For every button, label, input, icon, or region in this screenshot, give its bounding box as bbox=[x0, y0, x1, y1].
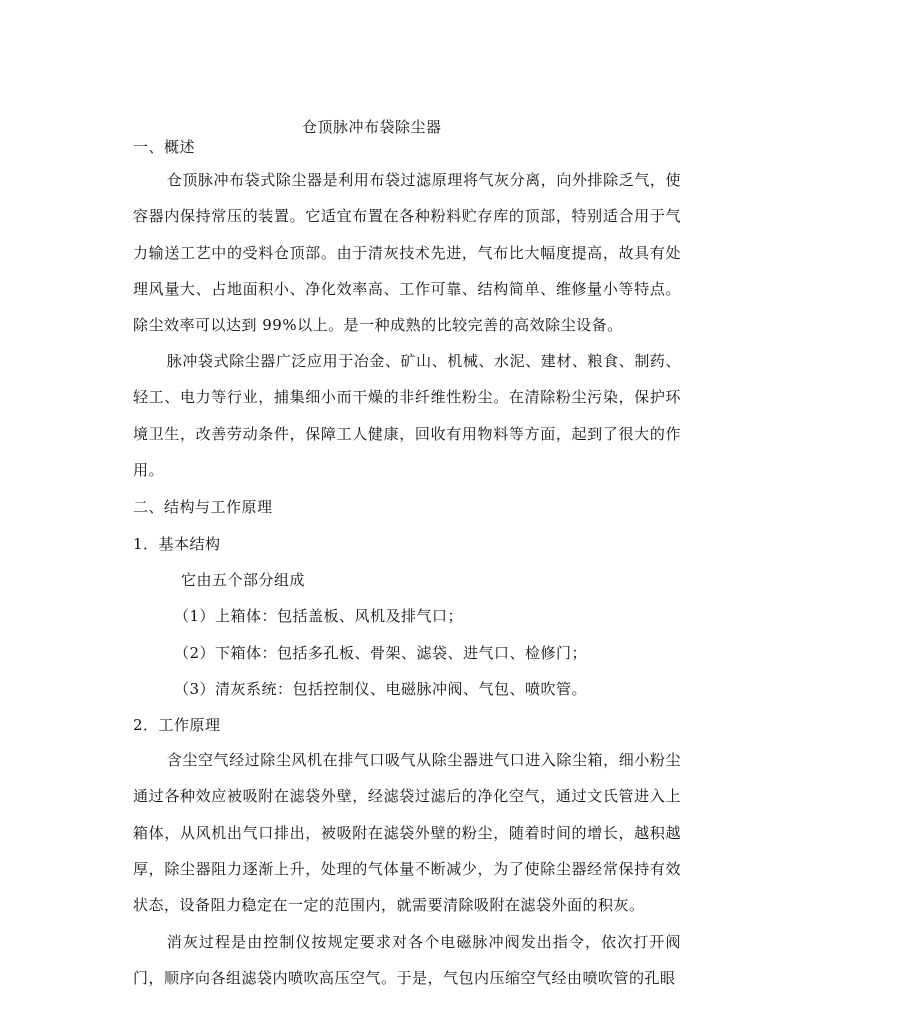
structure-item-2: （2）下箱体：包括多孔板、骨架、滤袋、进气口、检修门； bbox=[174, 644, 588, 662]
structure-intro: 它由五个部分组成 bbox=[181, 571, 306, 589]
overview-paragraph-2: 脉冲袋式除尘器广泛应用于冶金、矿山、机械、水泥、建材、粮食、制药、轻工、电力等行业，捕集细小而干燥的非纤维性粉尘。在清除粉尘污染，保护环境卫生，改善劳动条件，保障工人健康，回收有用物料等方面，起到了很大的作用。 bbox=[133, 352, 681, 479]
principle-paragraph-2: 消灰过程是由控制仪按规定要求对各个电磁脉冲阀发出指令，依次打开阀门，顺序向各组滤袋内喷吹高压空气。于是，气包内压缩空气经由喷吹管的孔眼 bbox=[133, 933, 681, 988]
structure-item-1: （1）上箱体：包括盖板、风机及排气口； bbox=[174, 607, 464, 625]
principle-paragraph-1: 含尘空气经过除尘风机在排气口吸气从除尘器进气口进入除尘箱，细小粉尘通过各种效应被吸附在滤袋外壁，经滤袋过滤后的净化空气，通过文氏管进入上箱体，从风机出气口排出，被吸附在滤袋外壁的粉尘，随着时间的增长，越积越厚，除尘器阻力逐渐上升，处理的气体量不断减少，为了使除尘器经常保持有效状态，设备阻力稳定在一定的范围内，就需要清除吸附在滤袋外面的积灰。 bbox=[133, 751, 681, 915]
subsection-heading-basic-structure: 1．基本结构 bbox=[133, 535, 221, 553]
document-title: 仓顶脉冲布袋除尘器 bbox=[302, 118, 442, 136]
section-heading-overview: 一、概述 bbox=[133, 138, 196, 156]
subsection-heading-working-principle: 2．工作原理 bbox=[133, 716, 221, 734]
overview-paragraph-1: 仓顶脉冲布袋式除尘器是利用布袋过滤原理将气灰分离，向外排除乏气，使容器内保持常压的装置。它适宜布置在各种粉料贮存库的顶部，特别适合用于气力输送工艺中的受料仓顶部。由于清灰技术先进，气布比大幅度提高，故具有处理风量大、占地面积小、净化效率高、工作可靠、结构简单、维修量小等特点。除尘效率可以达到 99%以上。是一种成熟的比较完善的高效除尘设备。 bbox=[133, 171, 681, 335]
structure-item-3: （3）清灰系统：包括控制仪、电磁脉冲阀、气包、喷吹管。 bbox=[174, 680, 588, 698]
section-heading-structure: 二、结构与工作原理 bbox=[133, 498, 273, 516]
